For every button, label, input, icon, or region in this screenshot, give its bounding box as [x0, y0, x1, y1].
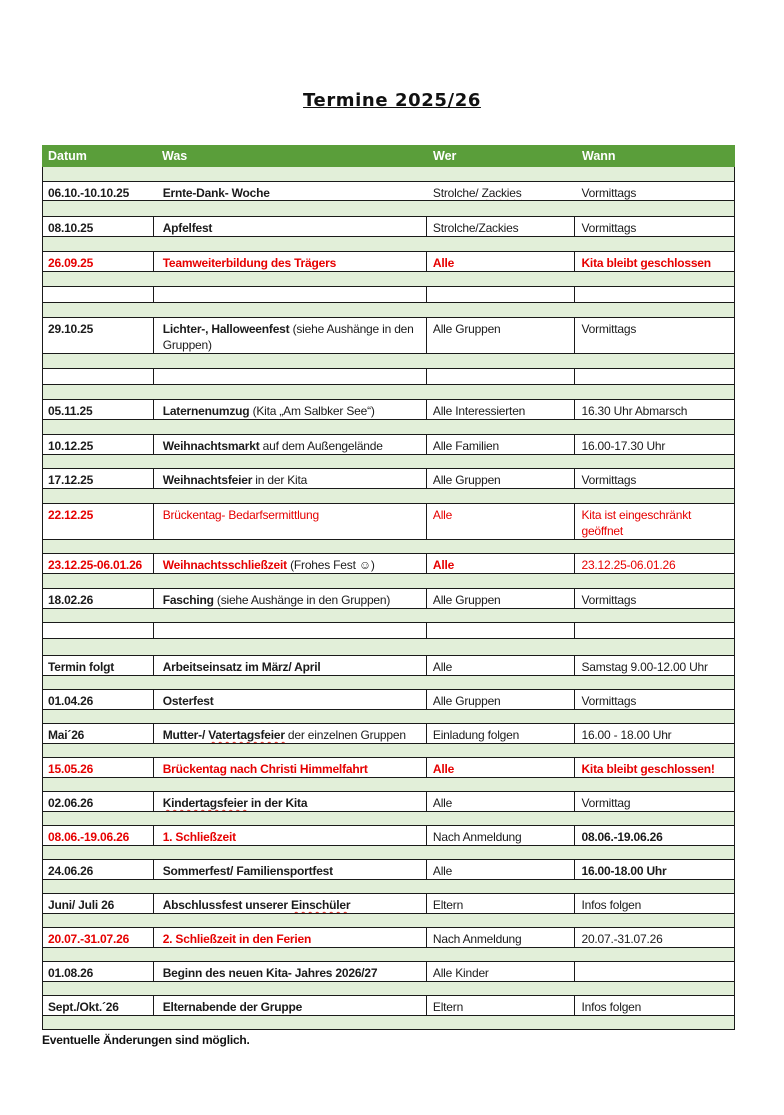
- text-segment: Alle Gruppen: [432, 473, 501, 487]
- text-segment: (Kita „Am Salbker See“): [249, 404, 375, 418]
- spacer-row: [42, 948, 735, 961]
- spacer-row: [42, 778, 735, 791]
- cell-wer: [427, 369, 576, 384]
- text-segment: 16.00 - 18.00 Uhr: [581, 728, 672, 742]
- text-segment: Lichter-, Halloweenfest: [162, 322, 290, 336]
- text-segment: Osterfest: [162, 694, 214, 708]
- text-segment: 29.10.25: [48, 322, 94, 336]
- cell-wann: [575, 589, 734, 608]
- text-segment: 16.30 Uhr Abmarsch: [581, 404, 688, 418]
- spacer-row: [42, 167, 735, 181]
- text-segment: Sommerfest/ Familiensportfest: [162, 864, 333, 878]
- spacer-row: [42, 574, 735, 588]
- cell-datum: [43, 724, 154, 743]
- spacer-row: [42, 455, 735, 468]
- text-segment: Alle: [432, 864, 453, 878]
- table-row: [42, 317, 735, 354]
- text-segment: Nach Anmeldung: [432, 932, 522, 946]
- cell-wer: [427, 504, 576, 539]
- cell-wer: [427, 656, 576, 675]
- table-row: [42, 655, 735, 676]
- text-segment: 01.08.26: [48, 966, 94, 980]
- text-segment: 23.12.25-06.01.26: [48, 558, 143, 572]
- text-segment: Vormittag: [581, 796, 631, 810]
- text-segment: Mutter-/: [162, 728, 209, 742]
- text-segment: der einzelnen Gruppen: [284, 728, 406, 742]
- cell-was: [154, 400, 427, 419]
- cell-datum: [43, 400, 154, 419]
- cell-wer: [427, 435, 576, 454]
- text-segment: Arbeitseinsatz im März/ April: [162, 660, 321, 674]
- cell-wer: [427, 287, 576, 302]
- text-segment: 02.06.26: [48, 796, 94, 810]
- text-segment: Apfelfest: [162, 221, 213, 235]
- text-segment: Vormittags: [581, 221, 637, 235]
- cell-datum: [43, 962, 154, 981]
- cell-datum: [43, 656, 154, 675]
- cell-wann: [575, 792, 734, 811]
- table-row: [42, 961, 735, 982]
- empty-row: [42, 622, 735, 639]
- text-segment: 08.10.25: [48, 221, 94, 235]
- cell-datum: [43, 758, 154, 777]
- spacer-row: [42, 201, 735, 216]
- cell-was: [154, 758, 427, 777]
- text-segment: Alle: [432, 660, 453, 674]
- cell-datum: [43, 369, 154, 384]
- text-segment: 08.06.-19.06.26: [48, 830, 130, 844]
- cell-wann: [575, 287, 734, 302]
- cell-wann: [575, 996, 734, 1015]
- cell-wann: [575, 318, 734, 353]
- text-segment: Vormittags: [581, 322, 637, 336]
- text-segment: Laternenumzug: [162, 404, 250, 418]
- text-segment: Nach Anmeldung: [432, 830, 522, 844]
- text-segment: Weihnachtsschließzeit: [162, 558, 287, 572]
- cell-was: [154, 860, 427, 879]
- cell-datum: [43, 690, 154, 709]
- cell-wann: [575, 469, 734, 488]
- cell-was: [154, 623, 427, 638]
- cell-wann: [575, 826, 734, 845]
- cell-wer: [427, 724, 576, 743]
- cell-datum: [43, 217, 154, 236]
- text-segment: 16.00-17.30 Uhr: [581, 439, 666, 453]
- text-segment: Alle: [432, 796, 453, 810]
- table-row: [42, 434, 735, 455]
- cell-wer: [427, 318, 576, 353]
- text-segment: Einladung folgen: [432, 728, 520, 742]
- header-cell-wer: Wer: [433, 149, 457, 163]
- cell-wer: [427, 996, 576, 1015]
- text-segment: Alle Gruppen: [432, 593, 501, 607]
- cell-was: [154, 182, 427, 200]
- table-row: [42, 791, 735, 812]
- table-row: [42, 181, 735, 201]
- cell-wer: [427, 469, 576, 488]
- spacer-row: [42, 420, 735, 434]
- text-segment: 2. Schließzeit in den Ferien: [162, 932, 312, 946]
- header-cell-wann: Wann: [582, 149, 616, 163]
- cell-wann: [575, 656, 734, 675]
- cell-datum: [43, 252, 154, 271]
- text-segment: Vormittags: [581, 694, 637, 708]
- cell-wann: [575, 623, 734, 638]
- cell-datum: [43, 287, 154, 302]
- table-row: [42, 468, 735, 489]
- spacer-row: [42, 812, 735, 825]
- cell-was: [154, 792, 427, 811]
- table-row: [42, 995, 735, 1016]
- text-segment: 1. Schließzeit: [162, 830, 236, 844]
- text-segment: 20.07.-31.07.26: [48, 932, 130, 946]
- spacer-row: [42, 489, 735, 503]
- text-segment: Weihnachtsmarkt: [162, 439, 260, 453]
- cell-datum: [43, 996, 154, 1015]
- cell-wer: [427, 690, 576, 709]
- cell-wer: [427, 554, 576, 573]
- cell-was: [154, 252, 427, 271]
- cell-datum: [43, 318, 154, 353]
- text-segment: 17.12.25: [48, 473, 94, 487]
- text-segment: Weihnachtsfeier: [162, 473, 253, 487]
- text-segment: Alle: [432, 508, 453, 522]
- text-segment: Samstag 9.00-12.00 Uhr: [581, 660, 708, 674]
- text-segment: Vormittags: [581, 473, 637, 487]
- empty-row: [42, 286, 735, 303]
- text-segment: 15.05.26: [48, 762, 94, 776]
- text-segment: Infos folgen: [581, 898, 642, 912]
- text-segment: Mai´26: [48, 728, 85, 742]
- text-segment: 08.06.-19.06.26: [581, 830, 663, 844]
- cell-datum: [43, 928, 154, 947]
- cell-wann: [575, 504, 734, 539]
- cell-wer: [427, 623, 576, 638]
- text-segment: 06.10.-10.10.25: [48, 186, 130, 200]
- text-segment: Eltern: [432, 1000, 464, 1014]
- cell-wer: [427, 792, 576, 811]
- termine-table: [42, 145, 735, 1030]
- cell-wer: [427, 962, 576, 981]
- text-segment: Abschlussfest unserer: [162, 898, 292, 912]
- spacer-row: [42, 354, 735, 368]
- cell-was: [154, 435, 427, 454]
- cell-datum: [43, 182, 154, 200]
- cell-wer: [427, 400, 576, 419]
- text-segment: Alle: [432, 762, 455, 776]
- misspelled-text: Zackies: [481, 186, 522, 200]
- cell-datum: [43, 826, 154, 845]
- cell-wann: [575, 860, 734, 879]
- cell-was: [154, 690, 427, 709]
- text-segment: Alle Interessierten: [432, 404, 526, 418]
- cell-was: [154, 469, 427, 488]
- text-segment: Strolche/: [432, 186, 482, 200]
- spacer-row: [42, 982, 735, 995]
- spacer-row: [42, 1016, 735, 1030]
- misspelled-text: Einschüler: [291, 898, 351, 912]
- cell-wann: [575, 758, 734, 777]
- cell-wann: [575, 369, 734, 384]
- text-segment: 26.09.25: [48, 256, 94, 270]
- table-row: [42, 757, 735, 778]
- text-segment: Infos folgen: [581, 1000, 642, 1014]
- text-segment: in der Kita: [252, 473, 308, 487]
- text-segment: 18.02.26: [48, 593, 94, 607]
- text-segment: Beginn des neuen Kita- Jahres 2026/27: [162, 966, 378, 980]
- cell-was: [154, 504, 427, 539]
- text-segment: in der Kita: [247, 796, 308, 810]
- spacer-row: [42, 237, 735, 251]
- cell-was: [154, 724, 427, 743]
- table-row: [42, 723, 735, 744]
- cell-wer: [427, 826, 576, 845]
- text-segment: Alle: [432, 256, 455, 270]
- text-segment: Termin folgt: [48, 660, 115, 674]
- spacer-row: [42, 639, 735, 655]
- text-segment: Ernte-Dank- Woche: [162, 186, 270, 200]
- text-segment: Alle Familien: [432, 439, 499, 453]
- spacer-row: [42, 914, 735, 927]
- table-row: [42, 825, 735, 846]
- header-cell-was: Was: [162, 149, 188, 163]
- spacer-row: [42, 880, 735, 893]
- cell-wer: [427, 894, 576, 913]
- table-row: [42, 251, 735, 272]
- text-segment: auf dem Außengelände: [259, 439, 383, 453]
- cell-was: [154, 656, 427, 675]
- cell-was: [154, 369, 427, 384]
- cell-was: [154, 589, 427, 608]
- cell-datum: [43, 589, 154, 608]
- text-segment: 24.06.26: [48, 864, 94, 878]
- spacer-row: [42, 540, 735, 553]
- text-segment: Vormittags: [581, 593, 637, 607]
- page-title: Termine 2025/26: [303, 90, 481, 111]
- cell-wer: [427, 928, 576, 947]
- footer-note: Eventuelle Änderungen sind möglich.: [42, 1033, 250, 1047]
- table-row: [42, 588, 735, 609]
- cell-wer: [427, 758, 576, 777]
- cell-wer: [427, 589, 576, 608]
- cell-was: [154, 928, 427, 947]
- cell-wann: [575, 182, 734, 200]
- cell-wer: [427, 252, 576, 271]
- table-row: [42, 893, 735, 914]
- misspelled-text: Kindertagsfeier: [162, 796, 248, 810]
- text-segment: (Frohes Fest ☺): [286, 558, 375, 572]
- spacer-row: [42, 846, 735, 859]
- text-segment: 05.11.25: [48, 404, 93, 418]
- text-segment: Alle: [432, 558, 455, 572]
- cell-was: [154, 894, 427, 913]
- cell-datum: [43, 435, 154, 454]
- text-segment: Brückentag nach Christi Himmelfahrt: [162, 762, 368, 776]
- spacer-row: [42, 609, 735, 622]
- text-segment: 23.12.25-06.01.26: [581, 558, 676, 572]
- cell-wer: [427, 860, 576, 879]
- cell-wann: [575, 400, 734, 419]
- cell-was: [154, 996, 427, 1015]
- table-row: [42, 216, 735, 237]
- header-cell-datum: Datum: [48, 149, 87, 163]
- cell-wann: [575, 217, 734, 236]
- cell-was: [154, 554, 427, 573]
- text-segment: Alle Gruppen: [432, 322, 501, 336]
- spacer-row: [42, 385, 735, 399]
- table-row: [42, 927, 735, 948]
- table-row: [42, 859, 735, 880]
- cell-wann: [575, 435, 734, 454]
- cell-wer: [427, 217, 576, 236]
- text-segment: Kita bleibt geschlossen!: [581, 762, 715, 776]
- cell-wann: [575, 252, 734, 271]
- misspelled-text: Vatertagsfeier: [208, 728, 285, 742]
- cell-wann: [575, 962, 734, 981]
- table-row: [42, 553, 735, 574]
- empty-row: [42, 368, 735, 385]
- text-segment: Teamweiterbildung des Trägers: [162, 256, 337, 270]
- cell-datum: [43, 860, 154, 879]
- cell-datum: [43, 504, 154, 539]
- text-segment: Fasching: [162, 593, 214, 607]
- cell-was: [154, 287, 427, 302]
- cell-datum: [43, 894, 154, 913]
- cell-datum: [43, 792, 154, 811]
- text-segment: (siehe Aushänge in den Gruppen): [213, 593, 391, 607]
- cell-wann: [575, 894, 734, 913]
- cell-datum: [43, 554, 154, 573]
- cell-wann: [575, 724, 734, 743]
- text-segment: 20.07.-31.07.26: [581, 932, 663, 946]
- cell-datum: [43, 623, 154, 638]
- text-segment: Eltern: [432, 898, 464, 912]
- cell-wer: [427, 182, 576, 200]
- text-segment: Elternabende der Gruppe: [162, 1000, 303, 1014]
- text-segment: 16.00-18.00 Uhr: [581, 864, 667, 878]
- text-segment: 01.04.26: [48, 694, 94, 708]
- cell-was: [154, 962, 427, 981]
- table-header-row: [42, 145, 735, 167]
- table-row: [42, 503, 735, 540]
- text-segment: Brückentag- Bedarfsermittlung: [162, 508, 319, 522]
- cell-was: [154, 217, 427, 236]
- table-row: [42, 689, 735, 710]
- text-segment: 22.12.25: [48, 508, 94, 522]
- cell-wann: [575, 928, 734, 947]
- text-segment: (siehe Aushänge in den Gruppen): [162, 322, 414, 352]
- text-segment: Vormittags: [581, 186, 637, 200]
- text-segment: Sept./Okt.´26: [48, 1000, 119, 1014]
- text-segment: Strolche/Zackies: [432, 221, 519, 235]
- spacer-row: [42, 272, 735, 286]
- text-segment: Juni/ Juli 26: [48, 898, 115, 912]
- cell-was: [154, 826, 427, 845]
- spacer-row: [42, 676, 735, 689]
- text-segment: 10.12.25: [48, 439, 94, 453]
- text-segment: Alle Kinder: [432, 966, 489, 980]
- text-segment: Kita bleibt geschlossen: [581, 256, 711, 270]
- spacer-row: [42, 710, 735, 723]
- spacer-row: [42, 303, 735, 317]
- table-row: [42, 399, 735, 420]
- text-segment: Kita ist eingeschränkt geöffnet: [581, 508, 692, 538]
- cell-was: [154, 318, 427, 353]
- cell-wann: [575, 690, 734, 709]
- cell-datum: [43, 469, 154, 488]
- cell-wann: [575, 554, 734, 573]
- spacer-row: [42, 744, 735, 757]
- text-segment: Alle Gruppen: [432, 694, 501, 708]
